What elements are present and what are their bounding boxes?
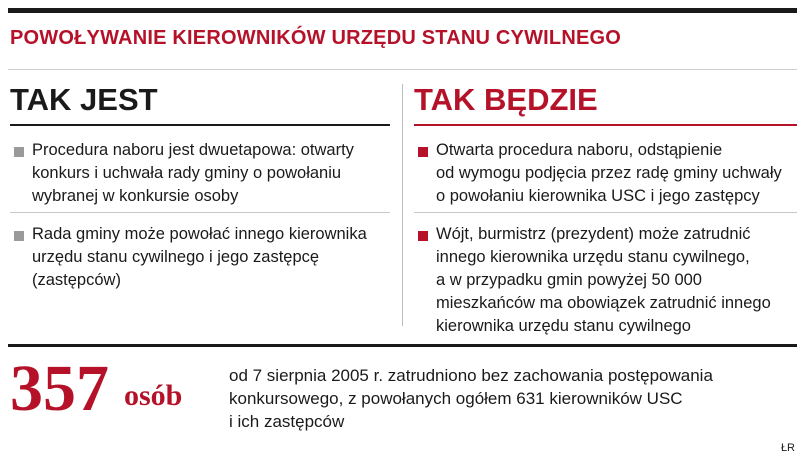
headline-underline [8, 69, 797, 70]
square-bullet-icon [14, 231, 24, 241]
stat-number: 357 [10, 352, 109, 425]
source-credit: ŁR [780, 442, 795, 454]
column-title-rule-now [10, 124, 390, 126]
list-item-future-1: Otwarta procedura naboru, odstąpienie od wymogu podjęcia przez radę gminy uchwały o powołaniu kierownika USC i jego zastępcy [436, 141, 782, 205]
item-separator [10, 212, 390, 213]
stat-description: od 7 sierpnia 2005 r. zatrudniono bez zachowania postępowania konkursowego, z powołanych ogółem 631 kierowników USC i ich zastępców [229, 366, 713, 431]
item-separator [414, 212, 797, 213]
column-divider [402, 84, 403, 326]
top-rule [8, 8, 797, 13]
column-title-now: TAK JEST [10, 82, 158, 117]
column-title-rule-future [414, 124, 797, 126]
headline: POWOŁYWANIE KIEROWNIKÓW URZĘDU STANU CYWILNEGO [10, 27, 622, 49]
stat-rule [8, 344, 797, 347]
column-title-future: TAK BĘDZIE [414, 82, 598, 117]
square-bullet-icon [418, 147, 428, 157]
list-item-now-1: Procedura naboru jest dwuetapowa: otwarty konkurs i uchwała rady gminy o powołaniu wybranej w konkursie osoby [32, 141, 354, 205]
list-item-future-2: Wójt, burmistrz (prezydent) może zatrudnić innego kierownika urzędu stanu cywilnego, a w przypadku gmin powyżej 50 000 mieszkańców ma obowiązek zatrudnić innego kierownika urzędu stanu cywilnego [436, 225, 771, 335]
list-item-now-2: Rada gminy może powołać innego kierownika urzędu stanu cywilnego i jego zastępcę (zastępców) [32, 225, 367, 289]
stat-unit: osób [124, 379, 183, 412]
square-bullet-icon [14, 147, 24, 157]
square-bullet-icon [418, 231, 428, 241]
